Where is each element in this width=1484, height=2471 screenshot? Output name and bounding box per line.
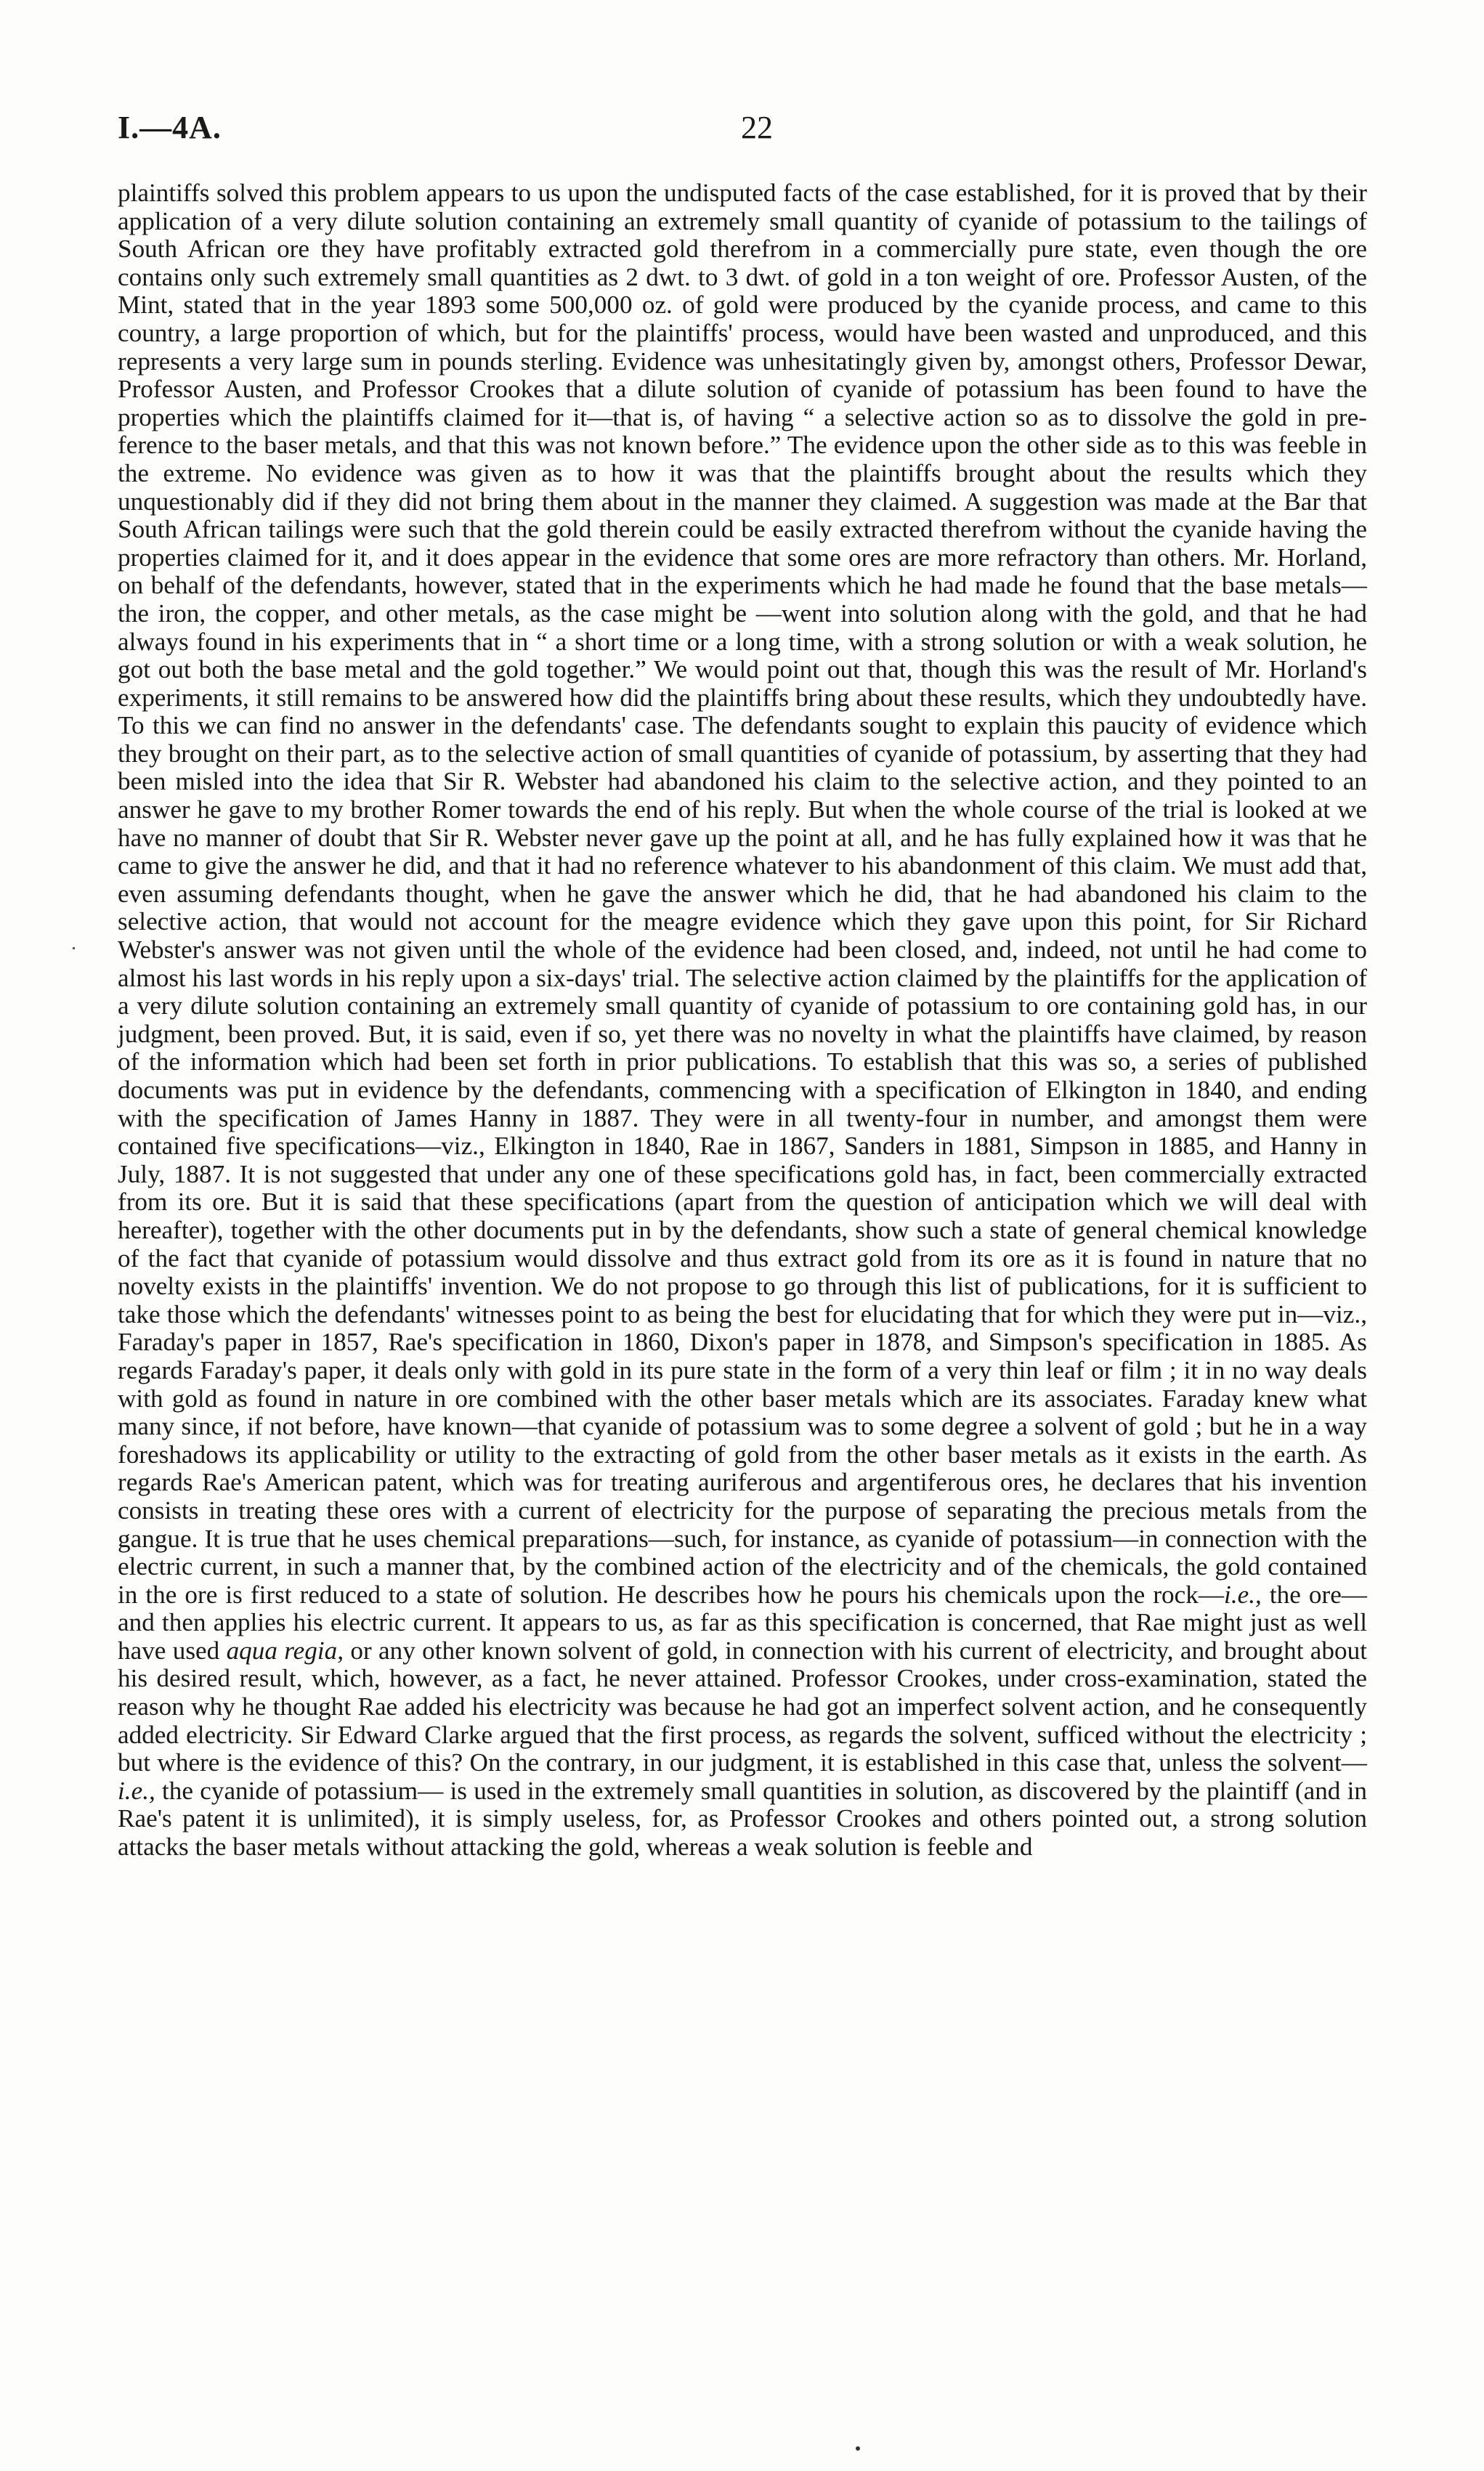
footer-dot (856, 2446, 860, 2451)
text-run: the ore—and then applies his electric current. It appears to us, as far as this specification is concerned, that Rae might just as well have used (118, 1580, 1367, 1665)
text-run: the cyanide of potassium— is used in the extremely small quantities in solution, as discovered by the plaintiff (and in Rae's patent it is unlimited), it is simply useless, for, as Professor Crookes and others pointed out, a strong solution attacks the baser metals without attacking the gold, whereas a weak solution is feeble and (118, 1776, 1367, 1862)
document-reference: I.—4A. (118, 110, 222, 145)
italic-run: i.e., (1224, 1580, 1262, 1609)
paragraph-text (118, 179, 1367, 1862)
text-run: plaintiffs solved this problem appears to us upon the undisputed facts of the case established, for it is proved that by their application of a very dilute solution containing an extremely small quantity of cyanide of potassium to the tailings of South African ore they have profitably extracted gold therefrom in a commercially pure state, even though the ore contains only such extremely small quantities as 2 dwt. to 3 dwt. of gold in a ton weight of ore. Professor Austen, of the Mint, stated that in the year 1893 some 500,000 oz. of gold were produced by the cyanide process, and came to this country, a large proportion of which, but for the plaintiffs' process, would have been wasted and unproduced, and this represents a very large sum in pounds sterling. Evidence was unhesitatingly given by, amongst others, Professor Dewar, Professor Austen, and Professor Crookes that a dilute solution of cyanide of potassium has been found to have the properties which the plaintiffs claimed for it—that is, of having “ a selective action so as to dissolve the gold in preference to the baser metals, and that this was not known before.” The evidence upon the other side as to this was feeble in the extreme. No evidence was given as to how it was that the plaintiffs brought about the results which they unquestionably did if they did not bring them about in the manner they claimed. A suggestion was made at the Bar that South African tailings were such that the gold therein could be easily extracted therefrom without the cyanide having the properties claimed for it, and it does appear in the evidence that some ores are more refractory than others. Mr. Horland, on behalf of the defendants, however, stated that in the experiments which he had made he found that the base metals—the iron, the copper, and other metals, as the case might be —went into solution along with the gold, and that he had always found in his experiments that in “ a short time or a long time, with a strong solution or with a weak solution, he got out both the base metal and the gold together.” We would point out that, though this was the result of Mr. Horland's experiments, it still remains to be answered how did the plaintiffs bring about these results, which they undoubtedly have. To this we can find no answer in the defendants' case. The defendants sought to explain this paucity of evidence which they brought on their part, as to the selective action of small quantities of cyanide of potassium, by asserting that they had been misled into the idea that Sir R. Webster had abandoned his claim to the selective action, and they pointed to an answer he gave to my brother Romer towards the end of his reply. But when the whole course of the trial is looked at we have no manner of doubt that Sir R. Webster never gave up the point at all, and he has fully explained how it was that he came to give the answer he did, and that it had no reference whatever to his abandonment of this claim. We must add that, even assuming defendants thought, when he gave the answer which he did, that he had abandoned his claim to the selective action, that would not account for the meagre evidence which they gave upon this point, for Sir Richard Webster's answer was not given until the whole of the evidence had been closed, and, indeed, not until he had come to almost his last words in his reply upon a six-days' trial. The selective action claimed by the plaintiffs for the application of a very dilute solution containing an extremely small quantity of cyanide of potassium to ore containing gold has, in our judgment, been proved. But, it is said, even if so, yet there was no novelty in what the plaintiffs have claimed, by reason of the information which had been set forth in prior publications. To establish that this was so, a series of published documents was put in evidence by the defendants, commencing with a specification of Elkington in 1840, and ending with the specification of James Hanny in 1887. They were in all twenty-four in number, and amongst them were contained five specifications—viz., Elkington in 1840, Rae in 1867, Sanders in 1881, Simpson in 1885, and Hanny in July, 1887. It is not suggested that under any one of these specifications gold has, in fact, been commercially extracted from its ore. But it is said that these specifications (apart from the question of anticipation which we will deal with hereafter), together with the other documents put in by the defendants, show such a state of general chemical knowledge of the fact that cyanide of potassium would dissolve and thus extract gold from its ore as it is found in nature that no novelty exists in the plaintiffs' invention. We do not propose to go through this list of publications, for it is sufficient to take those which the defendants' witnesses point to as being the best for elucidating that for which they were put in—viz., Faraday's paper in 1857, Rae's specification in 1860, Dixon's paper in 1878, and Simpson's specification in 1885. As regards Faraday's paper, it deals only with gold in its pure state in the form of a very thin leaf or film ; it in no way deals with gold as found in nature in ore combined with the other baser metals which are its associates. Faraday knew what many since, if not before, have known—that cyanide of potassium was to some degree a solvent of gold ; but he in a way foreshadows its applicability or utility to the extracting of gold from the other baser metals as it exists in the earth. As regards Rae's American patent, which was for treating auriferous and argentiferous ores, he declares that his invention consists in treating these ores with a current of electricity for the purpose of separating the precious metals from the gangue. It is true that he uses chemical preparations—such, for instance, as cyanide of potassium—in connection with the electric current, in such a manner that, by the combined action of the electricity and of the chemicals, the gold contained in the ore is first reduced to a state of solution. He describes how he pours his chemicals upon the rock— (118, 179, 1367, 1609)
italic-run: i.e., (118, 1776, 155, 1805)
margin-mark (73, 947, 75, 949)
text-run: or any other known solvent of gold, in connection with his current of electricity, and brought about his desired result, which, however, as a fact, he never attained. Professor Crookes, under cross-examination, stated the reason why he thought Rae added his electricity was because he had got an imperfect solvent action, and he consequently added electricity. Sir Edward Clarke argued that the first process, as regards the solvent, sufficed without the electricity ; but where is the evidence of this? On the contrary, in our judgment, it is established in this case that, unless the solvent— (118, 1636, 1367, 1777)
page-number: 22 (741, 110, 773, 145)
body-paragraph (118, 179, 1367, 1862)
italic-run: aqua regia, (226, 1636, 344, 1665)
